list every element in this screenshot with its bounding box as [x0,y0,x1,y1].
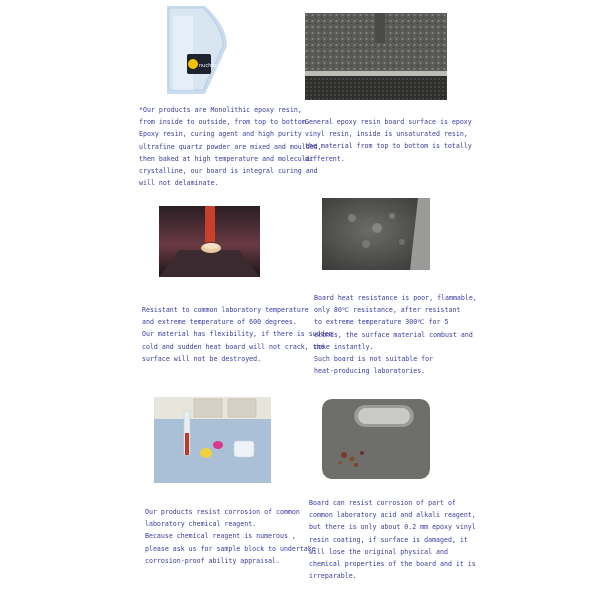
block-5-description: Our products resist corrosion of common laboratory chemical reagent. Because chemical reagent is numerous , please ask us for sample block to undertake corrosion-proof ability appraisal. [145,508,316,565]
block-3-description: Resistant to common laboratory temperature and extreme temperature of 600 degrees. Our material has flexibility, if there is sudden cold and sudden heat board will not crack, the surface will not be destroyed. [142,306,333,363]
blue-epoxy-board-image [165,6,229,96]
block-1-description: *Our products are Monolithic epoxy resin, from inside to outside, from top to bottom. Epoxy resin, curing agent and high purity ultrafine quartz powder are mixed and moulded, then baked at high temperature and molecular crystalline, our board is integral curing and will not delaminate. [139,106,322,188]
chemical-test-image [154,397,271,483]
block-6-description: Board can resist corrosion of part of common laboratory acid and alkali reagent, but there is only about 0.2 mm epoxy vinyl resin coating, if surface is damaged, it will lose the original physical and chemical properties of the board and it is irreparable. [309,499,476,581]
block-4-description: Board heat resistance is poor, flammable, only 80℃ resistance, after resistant to extreme temperature 300℃ for 5 econds, the surface material combust and coke instantly. Such board is not suitable for heat-producing laboratories. [314,294,477,376]
corroded-board-image [322,399,430,479]
heat-test-image [159,206,260,277]
logo-text: nuchas [199,63,217,69]
burnt-board-image [322,198,430,270]
general-board-image [305,13,447,100]
block-2-description: General epoxy resin board surface is epoxy vinyl resin, inside is unsaturated resin, the material from top to bottom is totally different. [305,118,472,163]
